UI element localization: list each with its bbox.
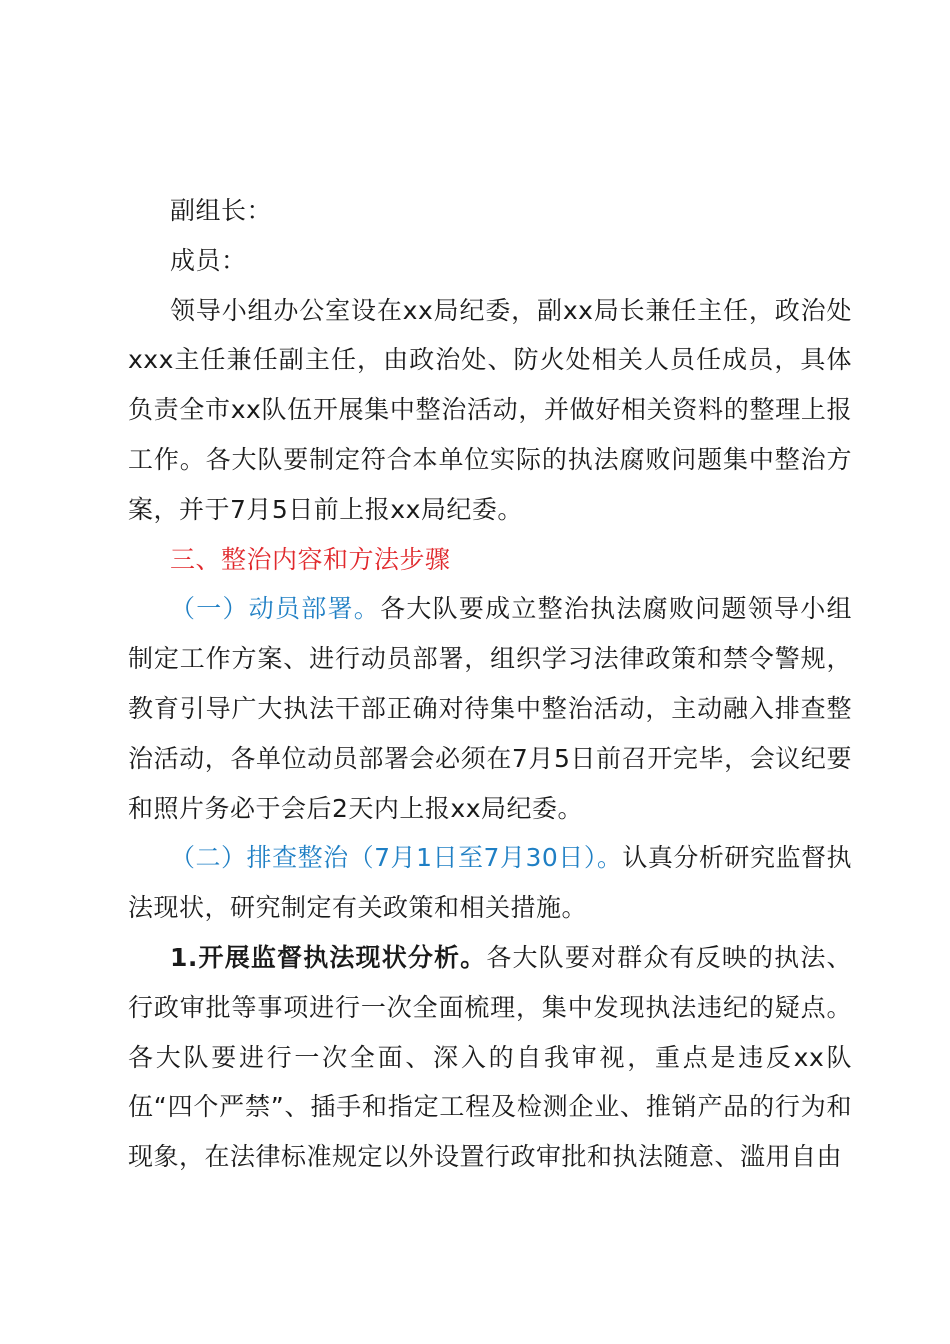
office-paragraph: 领导小组办公室设在xx局纪委，副xx局长兼任主任，政治处xxx主任兼任副主任，由政治处、防火处相关人员任成员，具体负责全市xx队伍开展集中整治活动，并做好相关资料的整理上报工作。各大队要制定符合本单位实际的执法腐败问题集中整治方案，并于7月5日前上报xx局纪委。 xyxy=(128,295,852,524)
item1-paragraph xyxy=(128,933,852,1182)
sub1-paragraph xyxy=(128,584,852,833)
sub1-text: 各大队要成立整治执法腐败问题领导小组制定工作方案、进行动员部署，组织学习法律政策和禁令警规，教育引导广大执法干部正确对待集中整治活动，主动融入排查整治活动，各单位动员部署会必须在7月5日前召开完毕，会议纪要和照片务必于会后2天内上报xx局纪委。 xyxy=(128,594,852,823)
sub2-paragraph xyxy=(128,833,852,933)
sub2-text: 认真分析研究监督执法现状，研究制定有关政策和相关措施。 xyxy=(128,843,852,923)
section3-heading: 三、整治内容和方法步骤 xyxy=(170,544,451,574)
item1-text: 各大队要对群众有反映的执法、行政审批等事项进行一次全面梳理，集中发现执法违纪的疑点。各大队要进行一次全面、深入的自我审视，重点是违反xx队伍“四个严禁”、插手和指定工程及检测企业、推销产品的行为和现象，在法律标准规定以外设置行政审批和执法随意、滥用自由 xyxy=(128,942,852,1172)
document-body xyxy=(128,186,852,1182)
members-line: 成员： xyxy=(170,245,247,275)
item1-heading: 1.开展监督执法现状分析。 xyxy=(170,942,487,972)
deputy-leader-line: 副组长： xyxy=(170,196,273,225)
sub1-heading: （一）动员部署。 xyxy=(170,594,381,624)
sub2-heading: （二）排查整治（7月1日至7月30日）。 xyxy=(170,843,623,873)
